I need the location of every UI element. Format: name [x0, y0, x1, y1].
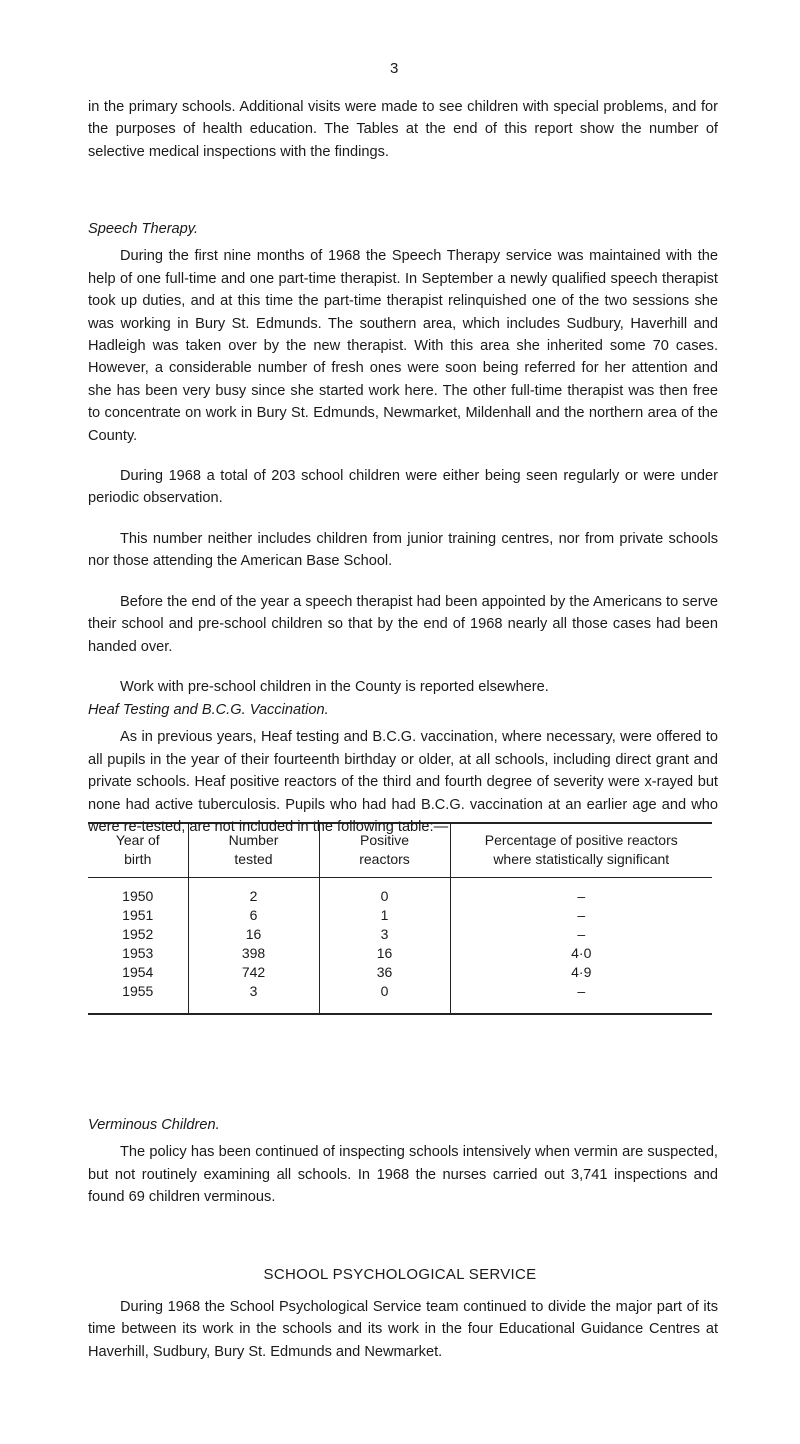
verminous-heading: Verminous Children. — [88, 1117, 220, 1133]
year-cell: 1953 — [122, 945, 154, 961]
column-header-number-tested: Number tested — [188, 823, 319, 878]
page-number: 3 — [390, 60, 399, 77]
number-tested-cell: 16 — [188, 925, 319, 944]
year-cell: 1950 — [122, 888, 154, 904]
positive-reactors-cell: 3 — [319, 925, 450, 944]
year-cell: 1952 — [122, 926, 154, 942]
speech-therapy-paragraph: During the first nine months of 1968 the Speech Therapy service was maintained with the help of one full-time and one part-time therapist. In September a newly qualified speech therapist took up duties, and at this time the part-time therapist relinquished one of the two sessions she was working in Bury St. Edmunds. The southern area, which includes Sudbury, Haverhill and Hadleigh was taken over by the new therapist. With this area she inherited some 70 cases. However, a considerable number of fresh ones were soon being referred for her attention and she has been very busy since she started work here. The other full-time therapist was then free to concentrate on work in Bury St. Edmunds, Newmarket, Mildenhall and the northern area of the County. — [88, 248, 718, 444]
table-row — [88, 944, 712, 963]
number-tested-cell: 398 — [188, 944, 319, 963]
year-cell: 1954 — [122, 964, 154, 980]
year-cell: 1955 — [122, 983, 154, 999]
table-row — [88, 925, 712, 944]
positive-reactors-cell: 16 — [319, 944, 450, 963]
percentage-cell: – — [450, 906, 712, 925]
verminous-section — [88, 1114, 718, 1209]
percentage-cell: 4·0 — [450, 944, 712, 963]
percentage-cell: – — [450, 878, 712, 907]
positive-reactors-cell: 36 — [319, 963, 450, 982]
intro-section — [88, 96, 718, 163]
number-tested-cell: 3 — [188, 982, 319, 1014]
heaf-results-table — [88, 822, 712, 1015]
psychological-section — [88, 1296, 718, 1363]
speech-therapy-paragraph: During 1968 a total of 203 school children were either being seen regularly or were under periodic observation. — [88, 468, 718, 507]
positive-reactors-cell: 0 — [319, 982, 450, 1014]
number-tested-cell: 6 — [188, 906, 319, 925]
percentage-cell: 4·9 — [450, 963, 712, 982]
positive-reactors-cell: 0 — [319, 878, 450, 907]
column-header-year: Year of birth — [88, 823, 188, 878]
speech-therapy-heading: Speech Therapy. — [88, 221, 199, 237]
number-tested-cell: 742 — [188, 963, 319, 982]
percentage-cell: – — [450, 982, 712, 1014]
table-row — [88, 963, 712, 982]
year-cell: 1951 — [122, 907, 154, 923]
table-header-row — [88, 823, 712, 878]
table-row — [88, 878, 712, 907]
table-row — [88, 982, 712, 1014]
column-header-percentage: Percentage of positive reactors where statistically significant — [450, 823, 712, 878]
table-row — [88, 906, 712, 925]
heaf-section — [88, 699, 718, 838]
heaf-heading: Heaf Testing and B.C.G. Vaccination. — [88, 702, 329, 718]
percentage-cell: – — [450, 925, 712, 944]
heaf-paragraph: As in previous years, Heaf testing and B.C.G. vaccination, where necessary, were offered to all pupils in the year of their fourteenth birthday or older, at all schools, including direct grant and private schools. Heaf positive reactors of the third and fourth degree of severity were x-rayed but none had active tuberculosis. Pupils who had had B.C.G. vaccination at an earlier age and who were re-tested, are not included in the following table:— — [88, 729, 718, 836]
number-tested-cell: 2 — [188, 878, 319, 907]
positive-reactors-cell: 1 — [319, 906, 450, 925]
intro-paragraph: in the primary schools. Additional visits were made to see children with special problems, and for the purposes of health education. The Tables at the end of this report show the number of selective medical inspections with the findings. — [88, 99, 718, 160]
speech-therapy-paragraph: This number neither includes children from junior training centres, nor from private schools nor those attending the American Base School. — [88, 530, 718, 570]
column-header-positive-reactors: Positive reactors — [319, 823, 450, 878]
psychological-service-heading: SCHOOL PSYCHOLOGICAL SERVICE — [263, 1266, 537, 1283]
speech-therapy-paragraph: Before the end of the year a speech therapist had been appointed by the Americans to serve their school and pre-school children so that by the end of 1968 nearly all those cases had been handed over. — [88, 593, 718, 655]
verminous-paragraph: The policy has been continued of inspecting schools intensively when vermin are suspected, but not routinely examining all schools. In 1968 the nurses carried out 3,741 inspections and found 69 children verminous. — [88, 1144, 718, 1206]
speech-therapy-section — [88, 218, 718, 698]
speech-therapy-paragraph: Work with pre-school children in the County is reported elsewhere. — [120, 678, 549, 695]
psychological-paragraph: During 1968 the School Psychological Service team continued to divide the major part of its time between its work in the schools and its work in the four Educational Guidance Centres at Haverhill, Sudbury, Bury St. Edmunds and Newmarket. — [88, 1299, 718, 1360]
